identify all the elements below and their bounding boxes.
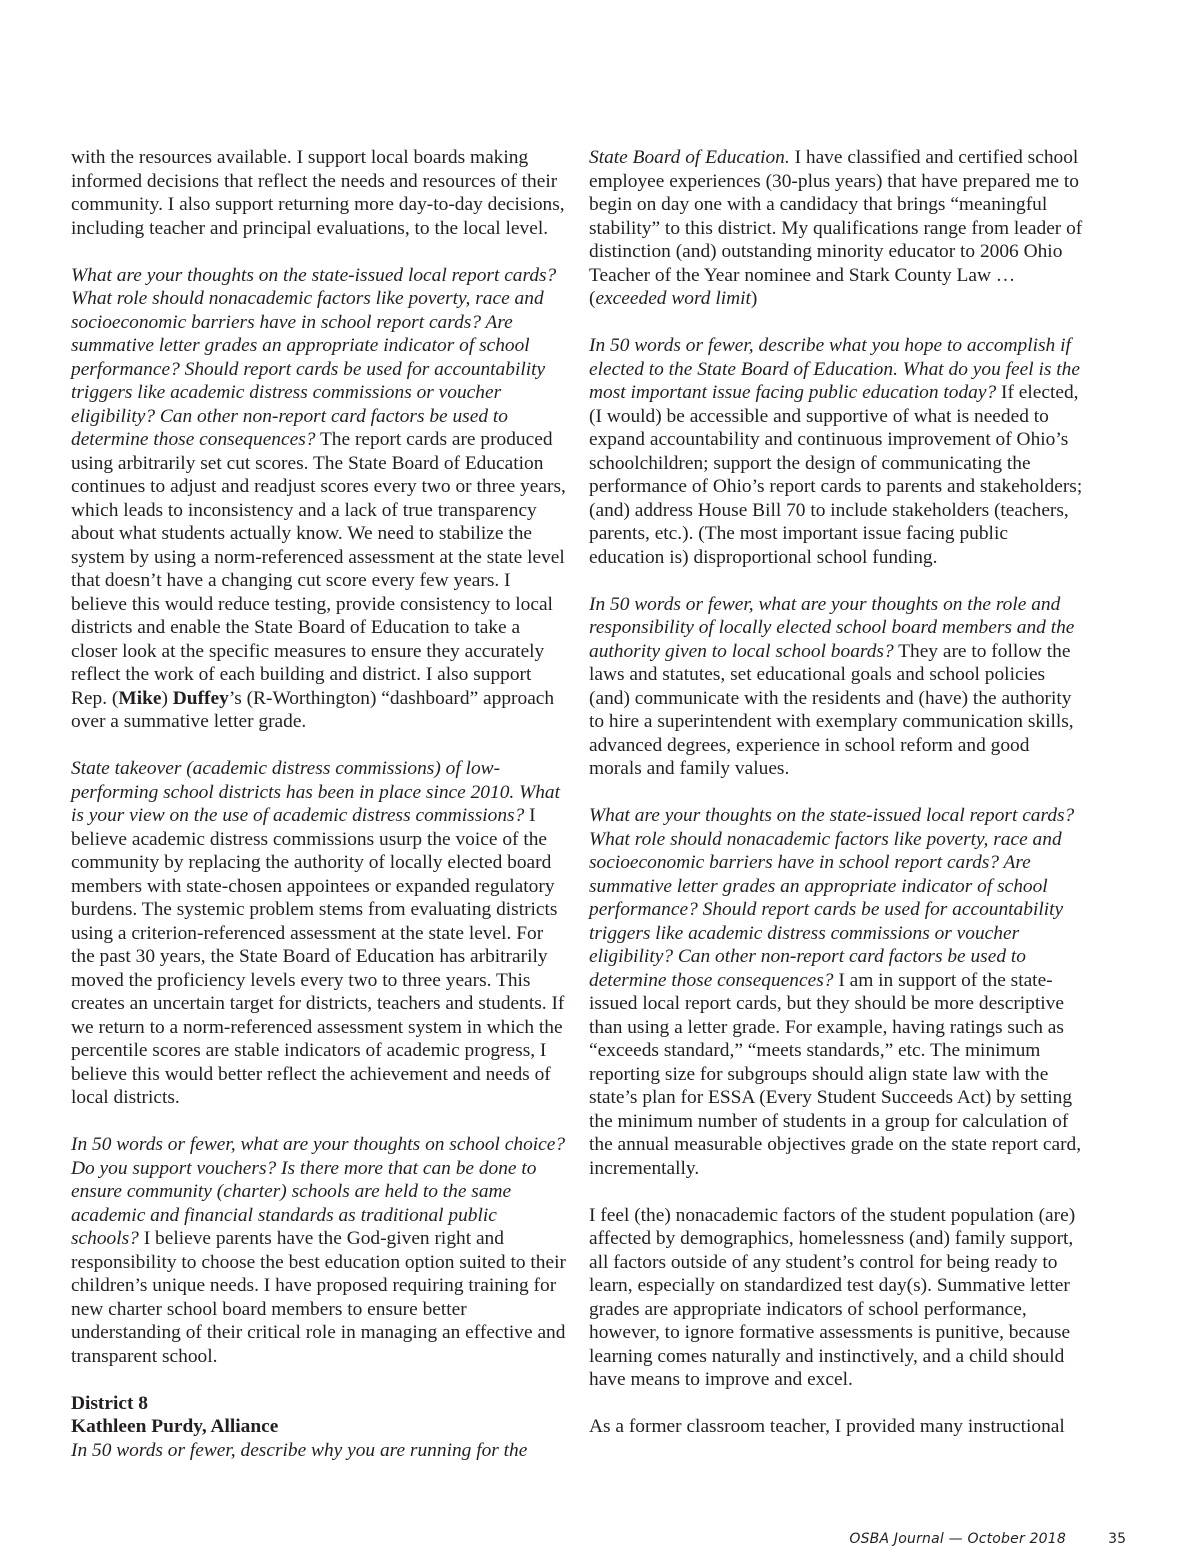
answer-text: I believe parents have the God-given right and responsibility to choose the best education option suited to their children’s unique needs. I have proposed requiring training for new charter school board members to ensure better understanding of their critical role in managing an effective and transparent school. — [71, 1228, 566, 1367]
paragraph — [589, 1204, 1085, 1392]
qa-paragraph — [71, 757, 567, 1110]
question-text: In 50 words or fewer, describe what you hope to accomplish if elected to the State Board of Education. What do you feel is the most important issue facing public education today? — [589, 335, 1080, 403]
answer-text: ) — [161, 687, 173, 709]
paragraph — [71, 146, 567, 240]
answer-text: I feel (the) nonacademic factors of the student population (are) affected by demographics, homelessness (and) family support, all factors outside of any student’s control for being ready to learn, especially on standardized test day(s). Summative letter grades are appropriate indicators of school performance, however, to ignore formative assessments is punitive, because learning comes naturally and instinctively, and a child should have means to improve and excel. — [589, 1204, 1076, 1390]
question-text: What are your thoughts on the state-issued local report cards? What role should nonacademic factors like poverty, race and socioeconomic barriers have in school report cards? Are summative letter grades an appropriate indicator of school performance? Should report cards be used for accountability triggers like academic distress commissions or voucher eligibility? Can other non-report card factors be used to determine those consequences? — [71, 264, 557, 450]
paragraph — [589, 1415, 1085, 1439]
name-last-bold: Duffey — [172, 687, 229, 709]
answer-text: The report cards are produced using arbitrarily set cut scores. The State Board of Education continues to adjust and readjust scores every two or three years, which leads to inconsistency and a lack of true transparency about what students actually know. We need to stabilize the system by using a norm-referenced assessment at the state level that doesn’t have a changing cut score every few years. I believe this would reduce testing, provide consistency to local districts and enable the State Board of Education to take a closer look at the specific measures to ensure they accurately reflect the work of each building and district. I also support Rep. ( — [71, 429, 566, 709]
page-number: 35 — [1108, 1531, 1126, 1547]
candidate-heading: Kathleen Purdy, Alliance — [71, 1416, 279, 1437]
name-first-bold: Mike — [118, 687, 162, 709]
question-text: In 50 words or fewer, describe why you are running for the — [71, 1439, 528, 1461]
answer-text: I believe academic distress commissions usurp the voice of the community by replacing the authority of locally elected board members with state-chosen appointees or expanded regulatory burdens. The systemic problem stems from evaluating districts using a criterion-referenced assessment at the state level. For the past 30 years, the State Board of Education has arbitrarily moved the proficiency levels every two to three years. This creates an uncertain target for districts, teachers and students. If we return to a norm-referenced assessment system in which the percentile scores are stable indicators of academic progress, I believe this would better reflect the achievement and needs of local districts. — [71, 805, 565, 1108]
answer-text: If elected, (I would) be accessible and supportive of what is needed to expand accountability and continuous improvement of Ohio’s schoolchildren; support the design of communicating the performance of Ohio’s report cards to parents and stakeholders; (and) address House Bill 70 to include stakeholders (teachers, parents, etc.). (The most important issue facing public education is) disproportional school funding. — [589, 382, 1083, 568]
editor-note: exceeded word limit — [595, 288, 751, 309]
qa-paragraph — [71, 264, 567, 734]
qa-paragraph — [589, 593, 1085, 781]
answer-text: I am in support of the state-issued local report cards, but they should be more descriptive than using a letter grade. For example, having ratings such as “exceeds standard,” “meets standards,” etc. The minimum reporting size for subgroups should align state law with the state’s plan for ESSA (Every Student Succeeds Act) by setting the minimum number of students in a group for calculation of the annual measurable objectives grade on the state report card, incrementally. — [589, 969, 1082, 1179]
answer-text: with the resources available. I support local boards making informed decisions that reflect the needs and resources of their community. I also support returning more day-to-day decisions, including teacher and principal evaluations, to the local level. — [71, 147, 565, 239]
district-heading: District 8 — [71, 1392, 148, 1414]
question-text: In 50 words or fewer, what are your thoughts on the role and responsibility of locally elected school board members and the authority given to local school boards? — [589, 593, 1075, 662]
journal-title: OSBA Journal — October 2018 — [849, 1531, 1066, 1547]
question-text: State takeover (academic distress commissions) of low-performing school districts has been in place since 2010. What is your view on the use of academic distress commissions? — [71, 758, 561, 826]
left-column — [71, 146, 567, 1462]
answer-text: ) — [750, 288, 758, 309]
answer-text: They are to follow the laws and statutes, set educational goals and school policies (and) communicate with the residents and (have) the authority to hire a superintendent with exemplary communication skills, advanced degrees, experience in school reform and good morals and family values. — [589, 640, 1074, 779]
answer-text: ’s (R-Worthington) “dashboard” approach over a summative letter grade. — [71, 687, 555, 732]
qa-paragraph — [589, 334, 1085, 569]
question-text: In 50 words or fewer, what are your thoughts on school choice? Do you support vouchers? Is there more that can be done to ensure community (charter) schools are held to the same academic and financial standards as traditional public schools? — [71, 1134, 566, 1249]
qa-paragraph — [589, 146, 1085, 311]
right-column — [589, 146, 1085, 1462]
question-text: What are your thoughts on the state-issued local report cards? What role should nonacademic factors like poverty, race and socioeconomic barriers have in school report cards? Are summative letter grades an appropriate indicator of school performance? Should report cards be used for accountability triggers like academic distress commissions or voucher eligibility? Can other non-report card factors be used to determine those consequences? — [589, 805, 1075, 991]
qa-paragraph — [589, 804, 1085, 1180]
answer-text: As a former classroom teacher, I provided many instructional — [589, 1416, 1065, 1437]
answer-text: I have classified and certified school employee experiences (30-plus years) that have prepared me to begin on day one with a candidacy that brings “meaningful stability” to this district. My qualifications range from leader of distinction (and) outstanding minority educator to 2006 Ohio Teacher of the Year nominee and Stark County Law … ( — [589, 147, 1083, 309]
question-text: State Board of Education. — [589, 147, 790, 168]
candidate-header — [71, 1392, 567, 1463]
qa-paragraph — [71, 1133, 567, 1368]
